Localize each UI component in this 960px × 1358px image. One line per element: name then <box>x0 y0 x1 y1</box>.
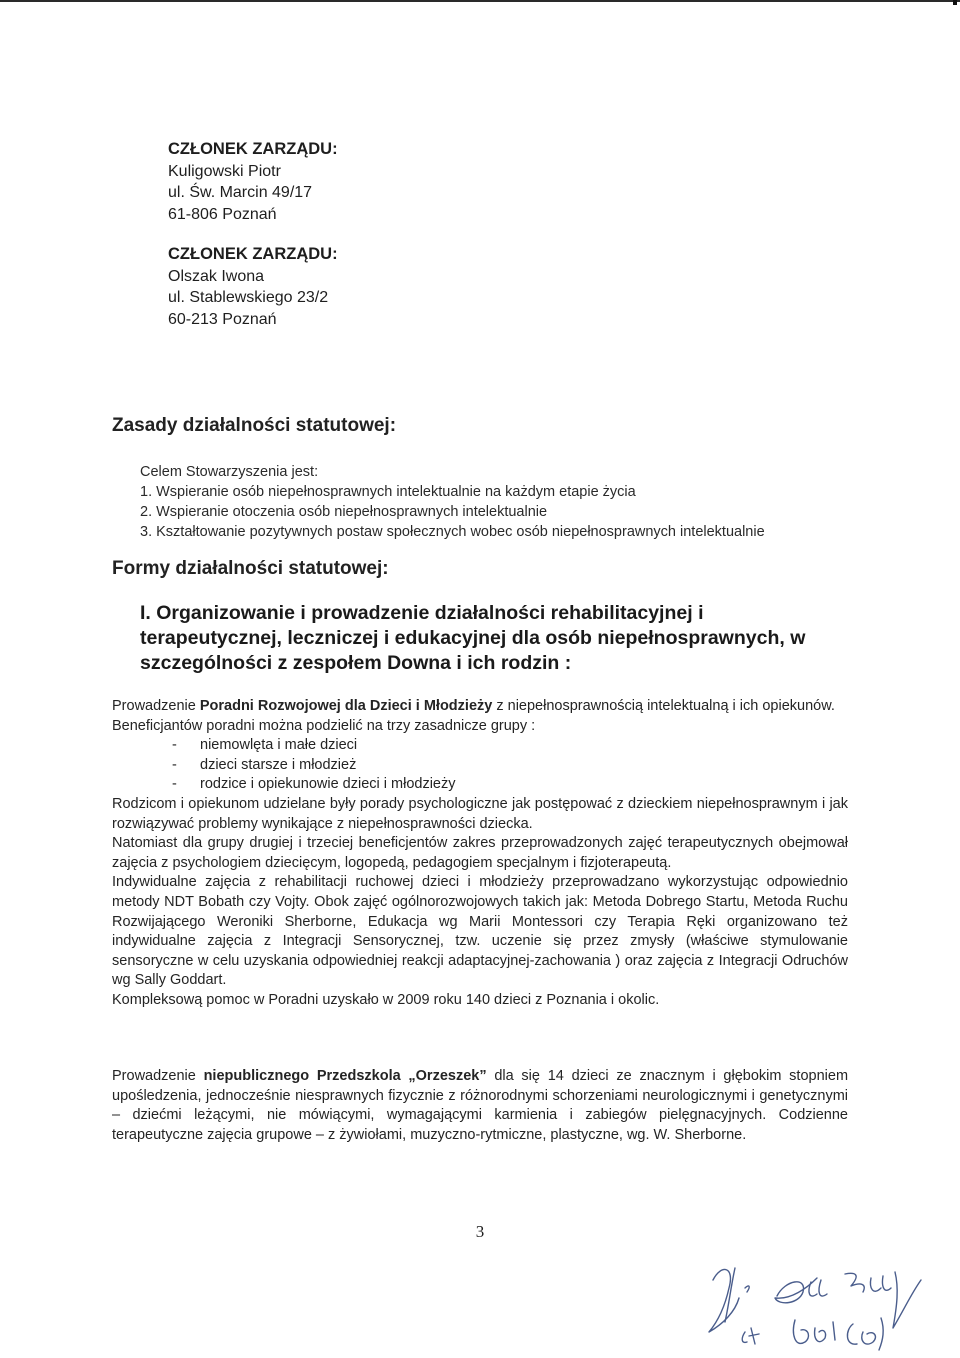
clinic-name: Poradni Rozwojowej dla Dzieci i Młodzieży <box>199 698 493 714</box>
body-paragraph: Rodzicom i opiekunom udzielane były porady psychologiczne jak postępować z dzieckiem niepełnosprawnym i jak rozwiązywać problemy wynikające z niepełnosprawności dziecka. <box>112 795 848 832</box>
board-member-street: ul. Św. Marcin 49/17 <box>168 184 313 201</box>
top-border-line <box>0 0 960 2</box>
group-item <box>112 756 848 776</box>
board-role-label: CZŁONEK ZARZĄDU: <box>168 140 338 158</box>
beneficiary-groups <box>112 736 848 795</box>
dash-bullet: - <box>172 756 177 773</box>
board-member-name: Kuligowski Piotr <box>168 162 281 180</box>
board-member-2 <box>168 244 338 330</box>
goals-list <box>140 462 765 542</box>
corner-mark <box>953 0 957 5</box>
beneficiaries-paragraph: Beneficjantów poradni można podzielić na trzy zasadnicze grupy : <box>112 717 536 734</box>
text-span: dla się 14 dzieci ze znacznym i głębokim stopniem upośledzenia, jednocześnie niesprawnych fizycznie z różnorodnymi schorzeniami neurologicznymi i genetycznymi – dziećmi leżącymi, nie mówiącymi, wymagającymi karmienia i zabiegów pielęgnacyjnych. Codzienne terapeutyczne zajęcia grupowe – z żywiołami, muzyczno-rytmiczne, plastyczne, wg. W. Sherborne. <box>112 1068 849 1143</box>
goals-intro: Celem Stowarzyszenia jest: <box>140 464 319 480</box>
clinic-paragraph <box>112 697 848 717</box>
section-title: I. Organizowanie i prowadzenie działalności rehabilitacyjnej i terapeutycznej, leczniczej i edukacyjnej dla osób niepełnosprawnych, w szczególności z zespołem Downa i ich rodzin : <box>140 602 806 674</box>
group-label: dzieci starsze i młodzież <box>200 756 357 773</box>
board-member-city: 61-806 Poznań <box>168 205 277 223</box>
text-span: z niepełnosprawnością intelektualną i ich opiekunów. <box>492 698 835 714</box>
group-item <box>112 736 848 756</box>
clinic-section <box>112 697 848 1011</box>
board-role-label: CZŁONEK ZARZĄDU: <box>168 245 338 263</box>
forms-heading: Formy działalności statutowej: <box>112 558 389 579</box>
body-paragraph: Indywidualne zajęcia z rehabilitacji ruchowej dzieci i młodzieży przeprowadzano wykorzystując odpowiednio metody NDT Bobath czy Vojty. Obok zajęć ogólnorozwojowych takich jak: Metoda Dobrego Startu, Metoda Ruchu Rozwijającego Weroniki Sherborne, Edukacja wg Marii Montessori czy Terapia Ręki organizowano też indywidualne zajęcia z Integracji Sensorycznej, tzw. uczenie się przez zmysły (właściwe stymulowanie sensoryczne w celu uzyskania odpowiedniej reakcji adaptacyjnej-zachowania ) oraz zajęcia z Integracji Odruchów wg Sally Goddart. <box>112 874 848 989</box>
goal-item: 2. Wspieranie otoczenia osób niepełnosprawnych intelektualnie <box>140 504 548 520</box>
group-item <box>112 775 848 795</box>
goal-item: 1. Wspieranie osób niepełnosprawnych intelektualnie na każdym etapie życia <box>140 484 636 500</box>
body-paragraph: Kompleksową pomoc w Poradni uzyskało w 2009 roku 140 dzieci z Poznania i okolic. <box>112 991 660 1008</box>
board-member-city: 60-213 Poznań <box>168 310 277 328</box>
preschool-name: niepublicznego Przedszkola „Orzeszek” <box>203 1068 487 1084</box>
dash-bullet: - <box>172 776 177 793</box>
text-span: Prowadzenie <box>112 1068 204 1084</box>
board-member-street: ul. Stablewskiego 23/2 <box>168 289 329 306</box>
signature-icon <box>695 1258 925 1356</box>
board-member-1 <box>168 139 338 225</box>
body-paragraph: Natomiast dla grupy drugiej i trzeciej beneficjentów zakres przeprowadzonych zajęć terapeutycznych obejmował zajęcia z psychologiem dziecięcym, logopedą, pedagogiem specjalnym i fizjoterapeutą. <box>112 835 848 871</box>
text-span: Prowadzenie <box>112 698 200 714</box>
group-label: niemowlęta i małe dzieci <box>200 737 358 754</box>
dash-bullet: - <box>172 737 177 754</box>
group-label: rodzice i opiekunowie dzieci i młodzieży <box>200 776 456 793</box>
board-member-name: Olszak Iwona <box>168 267 265 285</box>
goal-item: 3. Kształtowanie pozytywnych postaw społecznych wobec osób niepełnosprawnych intelektualnie <box>140 524 765 540</box>
principles-heading: Zasady działalności statutowej: <box>112 415 397 436</box>
preschool-paragraph <box>112 1067 848 1145</box>
page-number: 3 <box>475 1222 485 1241</box>
preschool-section <box>112 1067 848 1145</box>
